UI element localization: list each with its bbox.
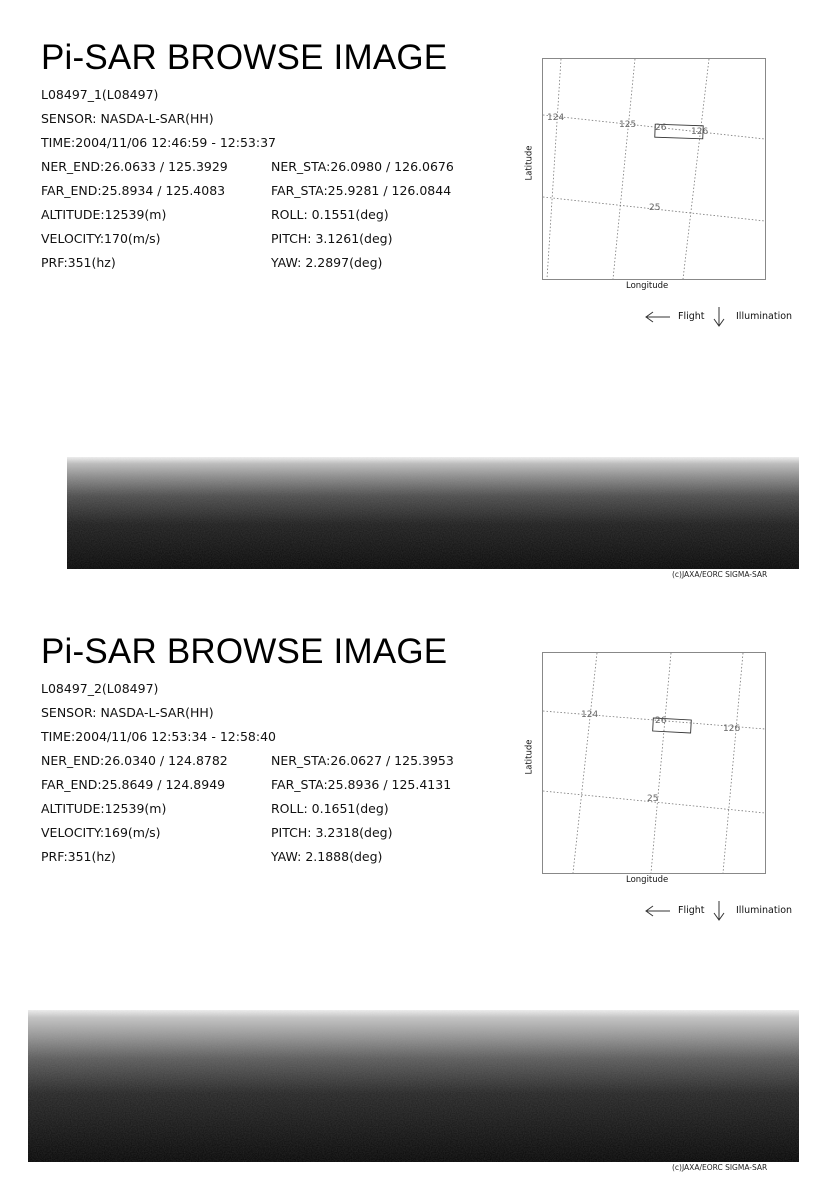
ner-end: NER_END:26.0340 / 124.8782 bbox=[41, 753, 228, 768]
velocity: VELOCITY:170(m/s) bbox=[41, 231, 161, 246]
map-x-label: Longitude bbox=[626, 281, 669, 291]
scene-id: L08497_1(L08497) bbox=[41, 87, 159, 102]
location-map bbox=[542, 58, 766, 280]
grid-label: 124 bbox=[581, 710, 599, 720]
copyright-credit: (c)JAXA/EORC SIGMA-SAR bbox=[672, 1163, 768, 1172]
meridian-126 bbox=[683, 59, 709, 279]
prf: PRF:351(hz) bbox=[41, 849, 116, 864]
time-range: TIME:2004/11/06 12:46:59 - 12:53:37 bbox=[41, 135, 276, 150]
ner-sta: NER_STA:26.0980 / 126.0676 bbox=[271, 159, 454, 174]
meridian-127 bbox=[723, 653, 743, 873]
roll: ROLL: 0.1651(deg) bbox=[271, 801, 389, 816]
grid-label: 25 bbox=[647, 794, 659, 804]
illumination-label: Illumination bbox=[736, 905, 793, 916]
browse-panel-2 bbox=[0, 594, 822, 1189]
meridian-126 bbox=[651, 653, 671, 873]
yaw: YAW: 2.1888(deg) bbox=[271, 849, 383, 864]
sensor: SENSOR: NASDA-L-SAR(HH) bbox=[41, 705, 214, 720]
grid-label: 126 bbox=[691, 127, 709, 137]
sensor: SENSOR: NASDA-L-SAR(HH) bbox=[41, 111, 214, 126]
illumination-arrow-icon bbox=[710, 306, 728, 328]
grid-label: 25 bbox=[649, 203, 661, 213]
illumination-label: Illumination bbox=[736, 311, 793, 322]
ner-sta: NER_STA:26.0627 / 125.3953 bbox=[271, 753, 454, 768]
sar-browse-image bbox=[28, 1010, 799, 1162]
grid-label: 125 bbox=[619, 120, 637, 130]
meridian-125 bbox=[573, 653, 597, 873]
prf: PRF:351(hz) bbox=[41, 255, 116, 270]
location-map bbox=[542, 652, 766, 874]
direction-legend bbox=[644, 306, 804, 328]
map-x-label: Longitude bbox=[626, 875, 669, 885]
grid-label: 26 bbox=[655, 123, 667, 133]
flight-arrow-icon bbox=[644, 900, 672, 922]
parallel-26 bbox=[543, 115, 765, 139]
velocity: VELOCITY:169(m/s) bbox=[41, 825, 161, 840]
direction-legend bbox=[644, 900, 804, 922]
far-end: FAR_END:25.8934 / 125.4083 bbox=[41, 183, 226, 198]
flight-label: Flight bbox=[678, 905, 705, 916]
grid-label: 124 bbox=[547, 113, 565, 123]
far-sta: FAR_STA:25.9281 / 126.0844 bbox=[271, 183, 452, 198]
altitude: ALTITUDE:12539(m) bbox=[41, 207, 167, 222]
grid-label: 126 bbox=[723, 724, 741, 734]
yaw: YAW: 2.2897(deg) bbox=[271, 255, 383, 270]
map-grid bbox=[543, 59, 765, 279]
sar-browse-image bbox=[67, 457, 799, 569]
flight-label: Flight bbox=[678, 311, 705, 322]
meridian-124 bbox=[547, 59, 561, 279]
map-y-label: Latitude bbox=[524, 145, 535, 181]
pitch: PITCH: 3.2318(deg) bbox=[271, 825, 393, 840]
far-end: FAR_END:25.8649 / 124.8949 bbox=[41, 777, 226, 792]
page-title: Pi-SAR BROWSE IMAGE bbox=[41, 38, 448, 77]
map-y-label: Latitude bbox=[524, 739, 535, 775]
pitch: PITCH: 3.1261(deg) bbox=[271, 231, 393, 246]
meridian-125 bbox=[613, 59, 635, 279]
copyright-credit: (c)JAXA/EORC SIGMA-SAR bbox=[672, 570, 768, 579]
far-sta: FAR_STA:25.8936 / 125.4131 bbox=[271, 777, 452, 792]
altitude: ALTITUDE:12539(m) bbox=[41, 801, 167, 816]
ner-end: NER_END:26.0633 / 125.3929 bbox=[41, 159, 228, 174]
map-grid bbox=[543, 653, 765, 873]
page-title: Pi-SAR BROWSE IMAGE bbox=[41, 632, 448, 671]
grid-label: 26 bbox=[655, 716, 667, 726]
time-range: TIME:2004/11/06 12:53:34 - 12:58:40 bbox=[41, 729, 276, 744]
roll: ROLL: 0.1551(deg) bbox=[271, 207, 389, 222]
illumination-arrow-icon bbox=[710, 900, 728, 922]
scene-id: L08497_2(L08497) bbox=[41, 681, 159, 696]
flight-arrow-icon bbox=[644, 306, 672, 328]
